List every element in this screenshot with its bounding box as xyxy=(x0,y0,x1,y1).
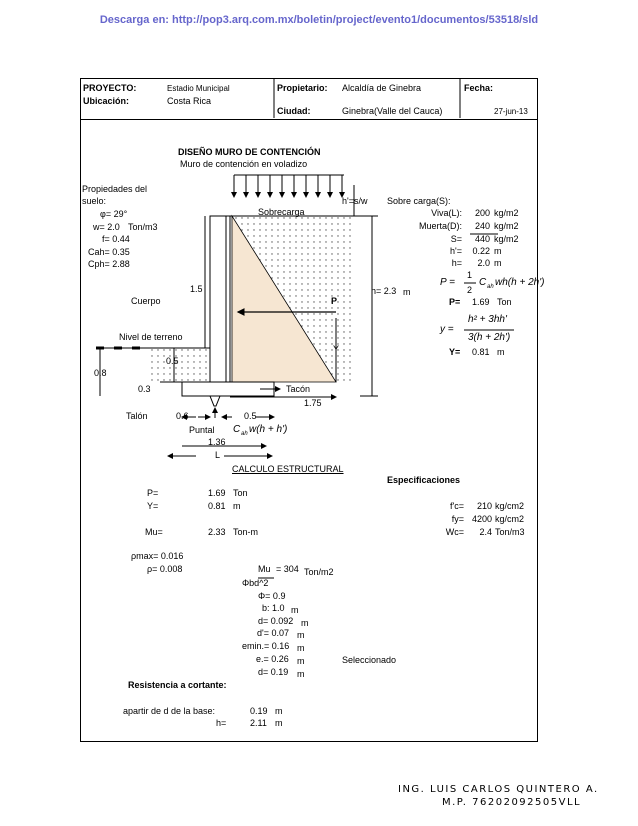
p-formula-sub: ah xyxy=(487,284,494,290)
calc-phi: Φ= 0.9 xyxy=(258,591,286,601)
label-h-unit: m xyxy=(403,287,411,297)
fy-label: fy= xyxy=(451,514,464,524)
viva-value: 200 xyxy=(474,208,490,218)
rho: ρ= 0.008 xyxy=(147,564,183,574)
label-dim-175: 1.75 xyxy=(304,398,322,408)
p-result-value: 1.69 xyxy=(472,297,490,307)
shear-title: Resistencia a cortante: xyxy=(128,680,227,690)
puntal-formula-c: C xyxy=(233,424,241,435)
s-value: 440 xyxy=(474,234,490,244)
soil-cph: Cph= 2.88 xyxy=(88,259,130,269)
spec-title: Especificaciones xyxy=(387,475,461,485)
calc-emin-unit: m xyxy=(297,643,305,653)
calc-selected: Seleccionado xyxy=(342,655,397,665)
calc-d-unit: m xyxy=(301,618,309,628)
calc-y-label: Y= xyxy=(147,501,159,511)
viva-label: Viva(L): xyxy=(431,208,462,218)
calc-y-value: 0.81 xyxy=(208,501,226,511)
p-result-label: P= xyxy=(449,297,461,307)
mu-frac-den: Φbd^2 xyxy=(242,578,269,588)
calc-emin: emin.= 0.16 xyxy=(242,641,290,651)
calc-p-unit: Ton xyxy=(233,488,248,498)
calc-d2: d= 0.19 xyxy=(258,667,289,677)
loads-title: Sobre carga(S): xyxy=(387,196,451,206)
wall-stem xyxy=(210,216,230,382)
y-result-value: 0.81 xyxy=(472,347,490,357)
shear-h-label: h= xyxy=(216,718,227,728)
shear-h-value: 2.11 xyxy=(250,718,267,728)
ubicacion-value: Costa Rica xyxy=(167,96,212,106)
hp-unit: m xyxy=(494,246,502,256)
p-formula-lhs: P = xyxy=(440,277,455,288)
h-unit: m xyxy=(494,258,502,268)
muerta-unit: kg/m2 xyxy=(494,221,519,231)
mu-frac-eq: = 304 xyxy=(276,564,299,574)
label-dim-06: 0.6 xyxy=(176,411,189,421)
front-soil xyxy=(148,348,210,382)
shear-from-d: apartir de d de la base: xyxy=(123,706,216,716)
fy-value: 4200 xyxy=(471,514,492,524)
calc-title: CALCULO ESTRUCTURAL xyxy=(232,464,344,474)
fecha-label: Fecha: xyxy=(464,83,494,93)
ciudad-value: Ginebra(Valle del Cauca) xyxy=(342,106,443,116)
puntal-formula-rest: w(h + h') xyxy=(249,424,288,435)
wc-value: 2.4 xyxy=(479,527,492,537)
soil-w: w= 2.0 xyxy=(93,222,120,232)
fc-unit: kg/cm2 xyxy=(495,501,525,511)
calc-mu-label: Mu= xyxy=(145,527,163,537)
puntal-formula-sub: ah xyxy=(241,431,248,437)
label-dim-08: 0.8 xyxy=(94,368,107,378)
title-sub: Muro de contención en voladizo xyxy=(180,159,308,169)
soil-phi: φ= 29° xyxy=(100,209,128,219)
calc-b: b: 1.0 xyxy=(262,603,285,613)
h-label: h= xyxy=(451,258,462,268)
calc-p-value: 1.69 xyxy=(208,488,226,498)
label-dim-05: 0.5 xyxy=(166,356,179,366)
shear-h-unit: m xyxy=(275,718,283,728)
ciudad-label: Ciudad: xyxy=(277,106,311,116)
fc-label: f'c= xyxy=(450,501,464,511)
label-dim-136: 1.36 xyxy=(208,437,226,447)
calc-d2-unit: m xyxy=(297,669,305,679)
p-result-unit: Ton xyxy=(497,297,512,307)
p-formula-rest: wh(h + 2h') xyxy=(495,277,545,288)
wc-unit: Ton/m3 xyxy=(495,527,525,537)
propietario-label: Propietario: xyxy=(277,83,328,93)
mu-frac-unit: Ton/m2 xyxy=(304,567,334,577)
footer-line1: ING. LUIS CARLOS QUINTERO A. xyxy=(398,784,599,795)
calc-dp: d'= 0.07 xyxy=(257,628,289,638)
shear-from-d-unit: m xyxy=(275,706,283,716)
proyecto-label: PROYECTO: xyxy=(83,83,137,93)
p-formula-num: 1 xyxy=(467,270,473,280)
soil-w-unit: Ton/m3 xyxy=(128,222,158,232)
surcharge-arrows xyxy=(234,175,344,197)
mu-frac-num: Mu xyxy=(258,564,271,574)
rhomax: ρmax= 0.016 xyxy=(131,551,184,561)
p-formula-c: C xyxy=(479,277,487,288)
shear-from-d-value: 0.19 xyxy=(250,706,268,716)
s-label: S= xyxy=(450,234,462,244)
hp-value: 0.22 xyxy=(472,246,490,256)
footer-line2: M.P. 76202092505VLL xyxy=(442,797,582,808)
fc-value: 210 xyxy=(476,501,492,511)
proyecto-value: Estadio Municipal xyxy=(167,84,230,93)
label-p: P xyxy=(331,296,338,306)
wc-label: Wc= xyxy=(445,527,464,537)
title-main: DISEÑO MURO DE CONTENCIÓN xyxy=(178,147,321,157)
ubicacion-label: Ubicación: xyxy=(83,96,130,106)
calc-y-unit: m xyxy=(233,501,241,511)
y-formula-num: h² + 3hh' xyxy=(468,314,507,325)
y-result-unit: m xyxy=(497,347,505,357)
calc-dp-unit: m xyxy=(297,630,305,640)
label-h-total: h= 2.3 xyxy=(371,286,397,296)
label-y: Y xyxy=(333,344,340,354)
label-cuerpo: Cuerpo xyxy=(131,296,161,306)
shear-key xyxy=(210,396,220,406)
label-talon: Talón xyxy=(126,411,148,421)
muerta-label: Muerta(D): xyxy=(418,221,462,231)
label-dim-15: 1.5 xyxy=(190,284,203,294)
label-dim-05b: 0.5 xyxy=(244,411,257,421)
muerta-value: 240 xyxy=(474,221,490,231)
propietario-value: Alcaldía de Ginebra xyxy=(342,83,422,93)
download-url[interactable]: Descarga en: http://pop3.arq.com.mx/boletin/project/evento1/documentos/53518/sld xyxy=(99,14,539,26)
y-formula-den: 3(h + 2h') xyxy=(468,332,511,343)
y-formula-lhs: y = xyxy=(440,324,454,335)
label-puntal: Puntal xyxy=(189,425,215,435)
p-formula-den: 2 xyxy=(467,285,473,295)
calc-b-unit: m xyxy=(291,605,299,615)
label-dim-03: 0.3 xyxy=(138,384,151,394)
s-unit: kg/m2 xyxy=(494,234,519,244)
fecha-value: 27-jun-13 xyxy=(494,107,528,116)
calc-mu-value: 2.33 xyxy=(208,527,226,537)
calc-e: e.= 0.26 xyxy=(256,654,289,664)
y-result-label: Y= xyxy=(449,347,461,357)
viva-unit: kg/m2 xyxy=(494,208,519,218)
soil-label-2: suelo: xyxy=(82,196,107,206)
soil-label-1: Propiedades del xyxy=(82,184,148,194)
fy-unit: kg/cm2 xyxy=(495,514,525,524)
label-nivel: Nivel de terreno xyxy=(119,332,183,342)
calc-mu-unit: Ton-m xyxy=(233,527,259,537)
calc-e-unit: m xyxy=(297,656,305,666)
hs-label: h'=s/w xyxy=(342,196,368,206)
label-tacon: Tacón xyxy=(286,384,311,394)
label-l: L xyxy=(215,450,221,460)
soil-f: f= 0.44 xyxy=(102,234,130,244)
h-value: 2.0 xyxy=(477,258,490,268)
hp-label: h'= xyxy=(450,246,462,256)
calc-d: d= 0.092 xyxy=(258,616,294,626)
calc-p-label: P= xyxy=(147,488,159,498)
soil-cah: Cah= 0.35 xyxy=(88,247,130,257)
label-sobrecarga: Sobrecarga xyxy=(258,207,305,217)
